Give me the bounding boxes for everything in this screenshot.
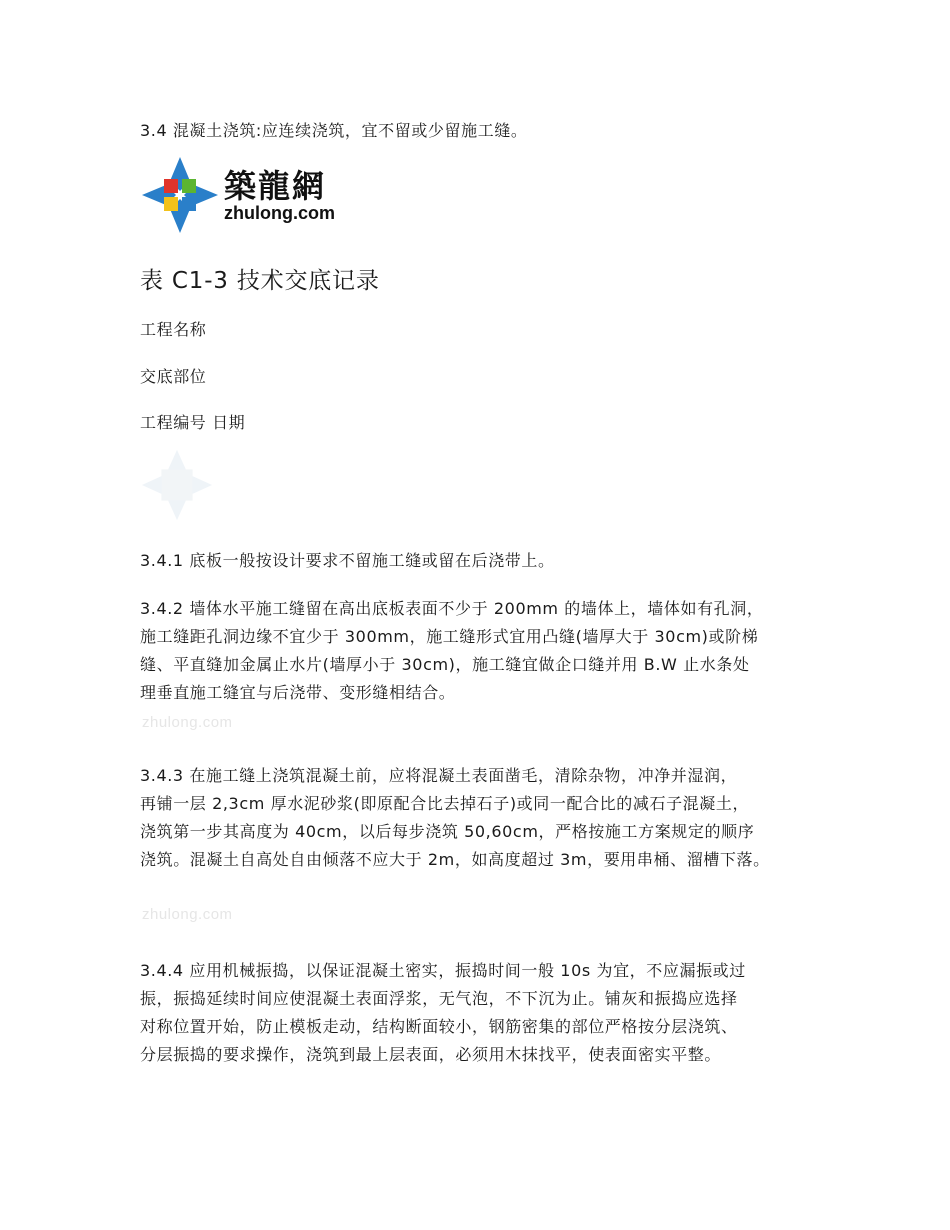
- paragraph-line: 分层振捣的要求操作，浇筑到最上层表面，必须用木抹找平，使表面密实平整。: [140, 1045, 722, 1064]
- watermark-logo-icon: [138, 446, 216, 524]
- paragraph-line: 3.4.3 在施工缝上浇筑混凝土前，应将混凝土表面凿毛，清除杂物，冲净并湿润，: [140, 766, 738, 785]
- paragraph-line: 对称位置开始，防止模板走动，结构断面较小，钢筋密集的部位严格按分层浇筑、: [140, 1017, 738, 1036]
- paragraph-line: 3.4.2 墙体水平施工缝留在高出底板表面不少于 200mm 的墙体上，墙体如有孔洞，: [140, 599, 764, 618]
- logo-chinese-name: 築龍網: [224, 167, 327, 205]
- paragraph-line: 浇筑第一步其高度为 40cm，以后每步浇筑 50,60cm，严格按施工方案规定的顺序: [140, 822, 755, 841]
- field-project-name: 工程名称: [140, 320, 207, 339]
- paragraph-line: 理垂直施工缝宜与后浇带、变形缝相结合。: [140, 683, 456, 702]
- zhulong-logo: [140, 155, 350, 237]
- paragraph-line: 缝、平直缝加金属止水片(墙厚小于 30cm)，施工缝宜做企口缝并用 B.W 止水条处: [140, 655, 750, 674]
- watermark-text: zhulong.com: [142, 714, 233, 731]
- paragraph-line: 浇筑。混凝土自高处自由倾落不应大于 2m，如高度超过 3m，要用串桶、溜槽下落。: [140, 850, 770, 869]
- section-title: 3.4 混凝土浇筑:应连续浇筑，宜不留或少留施工缝。: [140, 121, 528, 140]
- field-location: 交底部位: [140, 367, 207, 386]
- zhulong-logo-icon: [140, 155, 220, 235]
- paragraph-3-4-1: 3.4.1 底板一般按设计要求不留施工缝或留在后浇带上。: [140, 551, 555, 570]
- logo-domain: zhulong.com: [224, 203, 335, 223]
- paragraph-line: 3.4.4 应用机械振捣，以保证混凝土密实，振捣时间一般 10s 为宜，不应漏振或过: [140, 961, 746, 980]
- paragraph-line: 施工缝距孔洞边缘不宜少于 300mm，施工缝形式宜用凸缝(墙厚大于 30cm)或阶梯: [140, 627, 759, 646]
- table-heading: 表 C1-3 技术交底记录: [140, 268, 380, 294]
- paragraph-line: 振，振捣延续时间应使混凝土表面浮浆，无气泡，不下沉为止。铺灰和振捣应选择: [140, 989, 738, 1008]
- field-project-no-date: 工程编号 日期: [140, 413, 246, 432]
- watermark-text: zhulong.com: [142, 906, 233, 923]
- paragraph-line: 再铺一层 2,3cm 厚水泥砂浆(即原配合比去掉石子)或同一配合比的减石子混凝土，: [140, 794, 750, 813]
